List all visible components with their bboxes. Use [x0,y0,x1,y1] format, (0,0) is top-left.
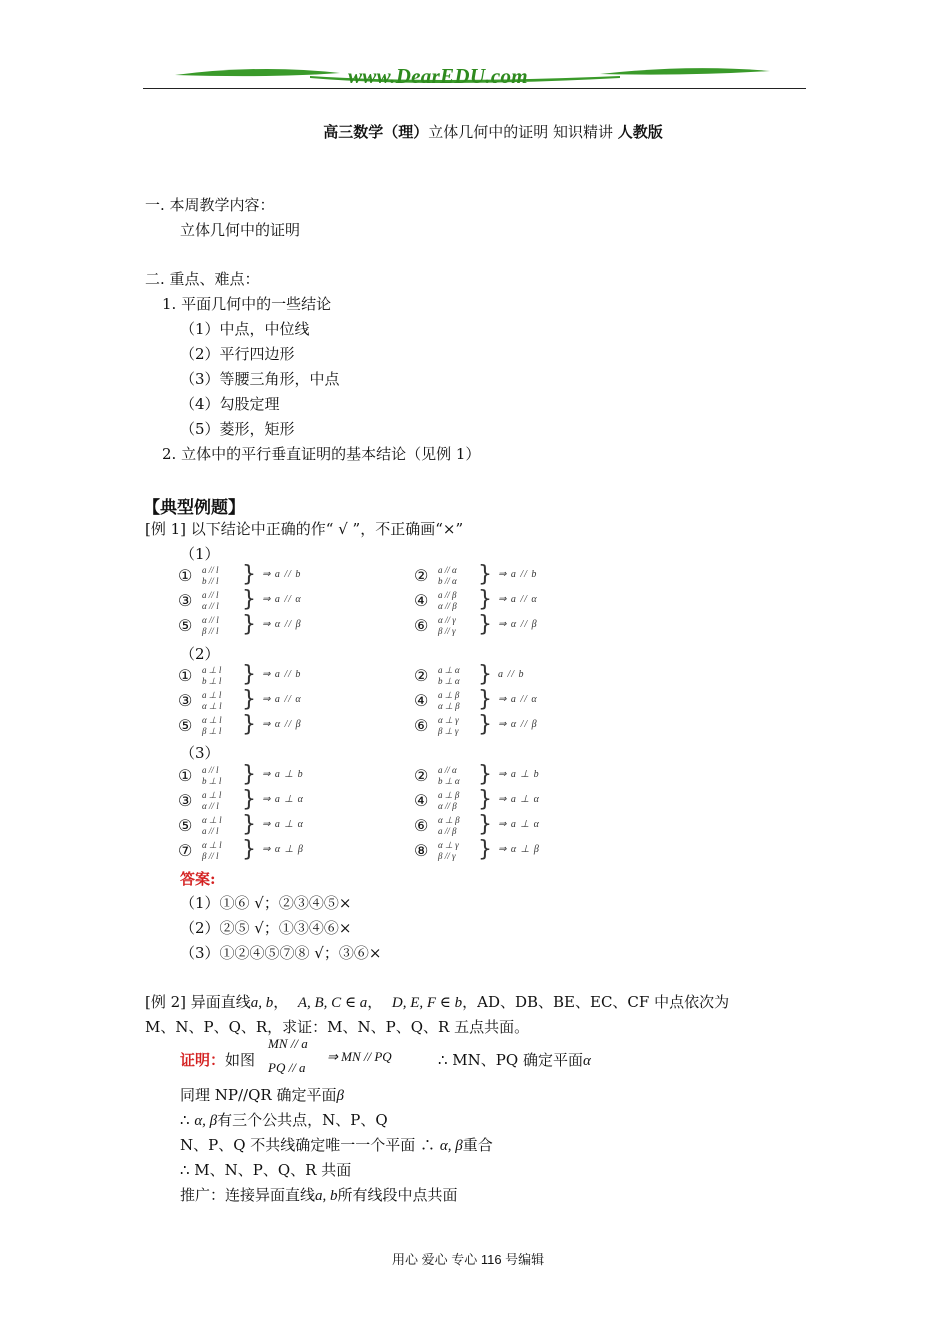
formula-number: ④ [414,691,429,710]
proof-frac-bot: PQ // a [268,1060,306,1075]
proof-a: 如图 [225,1051,256,1069]
proof-b-line [438,1050,591,1071]
formula-condition-1: α ⊥ β [438,815,460,825]
formula-condition-1: a // α [438,565,457,575]
brace-icon: } [478,612,492,637]
formula-number: ① [178,666,193,685]
answer-3: （3）①②④⑤⑦⑧ √；③⑥× [180,944,382,962]
sub-item-2: （2）平行四边形 [180,345,295,363]
formula-result: ⇒ α // β [262,619,302,630]
formula-condition-1: a // α [438,765,457,775]
formula-result: ⇒ α // β [498,719,538,730]
title-part-2: 立体几何中的证明 知识精讲 [428,123,618,141]
brace-icon: } [242,562,256,587]
examples-heading: 【典型例题】 [143,498,245,518]
brace-icon: } [478,787,492,812]
sub-item-1: （1）中点，中位线 [180,320,310,338]
proof-l4: ∴ M、N、P、Q、R 共面 [180,1161,352,1179]
proof-l1-a: 同理 NP//QR 确定平面 [180,1086,337,1104]
formula-number: ③ [178,791,193,810]
sub-item-4: （4）勾股定理 [180,395,280,413]
brace-icon: } [478,587,492,612]
brace-icon: } [478,762,492,787]
proof-frac-result: ⇒ MN // PQ [327,1049,392,1064]
proof-l5-m: a, b [315,1188,338,1204]
brace-icon: } [242,612,256,637]
formula-number: ② [414,766,429,785]
proof-l3-m: α, β [439,1138,463,1154]
ex2-line1-d: ，AD、DB、BE、EC、CF 中点依次为 [462,993,730,1011]
formula-number: ⑥ [414,716,429,735]
answer-1: （1）①⑥ √；②③④⑤× [180,894,352,912]
brace-icon: } [242,587,256,612]
formula-condition-2: b ⊥ l [202,776,222,786]
formula-condition-2: β ⊥ l [202,726,222,736]
formula-condition-2: a // l [202,826,219,836]
formula-number: ⑥ [414,816,429,835]
formula-condition-2: b ⊥ α [438,676,460,686]
formula-result: ⇒ a // α [498,694,538,705]
formula-condition-2: b // α [438,576,457,586]
formula-result: ⇒ a // b [498,569,538,580]
proof-l3-a: N、P、Q 不共线确定唯一一个平面 ∴ [180,1136,440,1154]
formula-result: ⇒ a // b [262,669,302,680]
header-divider [143,88,806,89]
brace-icon: } [478,812,492,837]
formula-condition-2: b ⊥ α [438,776,460,786]
section2-heading: 二. 重点、难点： [145,270,260,288]
ex2-line1-m3: D, E, F ∈ b [391,995,463,1011]
proof-line [180,1050,255,1070]
formula-condition-1: a // l [202,765,219,775]
formula-number: ④ [414,591,429,610]
ex2-line1-m2: A, B, C ∈ a [297,995,368,1011]
answer-2: （2）②⑤ √；①③④⑥× [180,919,352,937]
proof-l5-b: 所有线段中点共面 [337,1186,458,1204]
formula-condition-1: a // l [202,565,219,575]
section2-item1: 1. 平面几何中的一些结论 [162,295,332,313]
ex2-line1 [145,992,729,1013]
formula-condition-2: β // l [202,851,219,861]
proof-l3-b: 重合 [462,1136,493,1154]
formula-number: ⑧ [414,841,429,860]
formula-condition-2: α // β [438,801,457,811]
proof-frac-top: MN // a [268,1036,308,1051]
page-footer: 用心 爱心 专心 116 号编辑 [392,1252,545,1267]
formula-result: ⇒ a // b [262,569,302,580]
formula-condition-2: β ⊥ γ [438,726,459,736]
formula-condition-1: a ⊥ l [202,690,222,700]
formula-condition-1: α // l [202,615,219,625]
formula-condition-1: α ⊥ l [202,815,222,825]
formula-condition-1: a ⊥ β [438,690,460,700]
formula-result: ⇒ a ⊥ α [262,819,304,830]
formula-result: ⇒ α // β [262,719,302,730]
brace-icon: } [478,712,492,737]
proof-l5 [180,1185,458,1206]
proof-l2-m: α, β [194,1113,218,1129]
brace-icon: } [478,837,492,862]
title-part-1: 高三数学（理） [323,123,429,141]
formula-number: ⑥ [414,616,429,635]
section2-item2: 2. 立体中的平行垂直证明的基本结论（见例 1） [162,445,481,463]
formula-result: ⇒ a ⊥ α [262,794,304,805]
ex2-line1-b: ， [273,993,289,1011]
formula-result: ⇒ α // β [498,619,538,630]
brace-icon: } [478,687,492,712]
formula-number: ④ [414,791,429,810]
formula-result: ⇒ α ⊥ β [498,844,540,855]
formula-condition-2: β // γ [438,626,456,636]
formula-condition-2: α ⊥ β [438,701,460,711]
formula-condition-1: α ⊥ l [202,840,222,850]
ex2-line1-c: ， [367,993,383,1011]
formula-condition-1: α ⊥ l [202,715,222,725]
brace-icon: } [242,812,256,837]
formula-condition-2: β // γ [438,851,456,861]
formula-number: ⑤ [178,816,193,835]
group-label-2: （2） [180,645,220,663]
answer-label: 答案: [180,870,216,888]
sub-item-3: （3）等腰三角形，中点 [180,370,340,388]
brace-icon: } [242,662,256,687]
formula-condition-1: a ⊥ l [202,665,222,675]
proof-l2 [180,1110,388,1131]
formula-condition-1: a // β [438,590,457,600]
formula-result: ⇒ a ⊥ α [498,794,540,805]
formula-condition-2: b ⊥ l [202,676,222,686]
proof-l2-b: 有三个公共点，N、P、Q [217,1111,388,1129]
formula-condition-1: a ⊥ α [438,665,460,675]
formula-result: ⇒ a // α [498,594,538,605]
formula-number: ① [178,766,193,785]
formula-condition-2: b // l [202,576,219,586]
formula-condition-2: α // l [202,801,219,811]
formula-number: ② [414,566,429,585]
formula-number: ⑤ [178,616,193,635]
formula-condition-1: α ⊥ γ [438,840,459,850]
brace-icon: } [242,787,256,812]
formula-condition-2: α // l [202,601,219,611]
formula-number: ③ [178,591,193,610]
proof-l5-a: 推广：连接异面直线 [180,1186,316,1204]
brace-icon: } [478,662,492,687]
formula-condition-1: a ⊥ l [202,790,222,800]
brace-icon: } [242,762,256,787]
proof-l3 [180,1135,493,1156]
formula-result: ⇒ α ⊥ β [262,844,304,855]
brace-icon: } [242,712,256,737]
formula-result: ⇒ a ⊥ b [262,769,304,780]
formula-number: ① [178,566,193,585]
title-part-3: 人教版 [617,123,663,141]
proof-label: 证明： [180,1051,226,1069]
formula-condition-2: α ⊥ l [202,701,222,711]
group-label-3: （3） [180,744,220,762]
ex1-question: [例 1] 以下结论中正确的作“ √ ”，不正确画“×” [145,520,464,538]
sub-item-5: （5）菱形，矩形 [180,420,295,438]
page-title [0,121,950,142]
proof-l1 [180,1085,344,1106]
ex2-line1-a: [例 2] 异面直线 [145,993,251,1011]
formula-condition-2: β // l [202,626,219,636]
section1-heading: 一. 本周教学内容： [145,196,275,214]
formula-condition-2: α // β [438,601,457,611]
ex2-line1-m1: a, b [250,995,274,1011]
brace-icon: } [478,562,492,587]
formula-condition-1: α ⊥ γ [438,715,459,725]
formula-condition-1: a ⊥ β [438,790,460,800]
proof-l2-a: ∴ [180,1111,195,1129]
proof-alpha: α [582,1053,591,1069]
formula-result: a // b [498,669,525,680]
formula-number: ⑤ [178,716,193,735]
ex2-line2: M、N、P、Q、R，求证：M、N、P、Q、R 五点共面。 [145,1018,530,1036]
section1-content: 立体几何中的证明 [180,221,301,239]
formula-condition-1: a // l [202,590,219,600]
formula-number: ⑦ [178,841,193,860]
brace-icon: } [242,837,256,862]
formula-number: ③ [178,691,193,710]
formula-result: ⇒ a ⊥ α [498,819,540,830]
proof-b: ∴ MN、PQ 确定平面 [438,1051,583,1069]
formula-condition-1: α // γ [438,615,456,625]
formula-condition-2: a // β [438,826,457,836]
logo-text[interactable]: www.DearEDU.com [348,64,528,88]
formula-result: ⇒ a ⊥ b [498,769,540,780]
brace-icon: } [242,687,256,712]
formula-number: ② [414,666,429,685]
group-label-1: （1） [180,545,220,563]
formula-result: ⇒ a // α [262,594,302,605]
proof-l1-beta: β [336,1088,344,1104]
formula-result: ⇒ a // α [262,694,302,705]
